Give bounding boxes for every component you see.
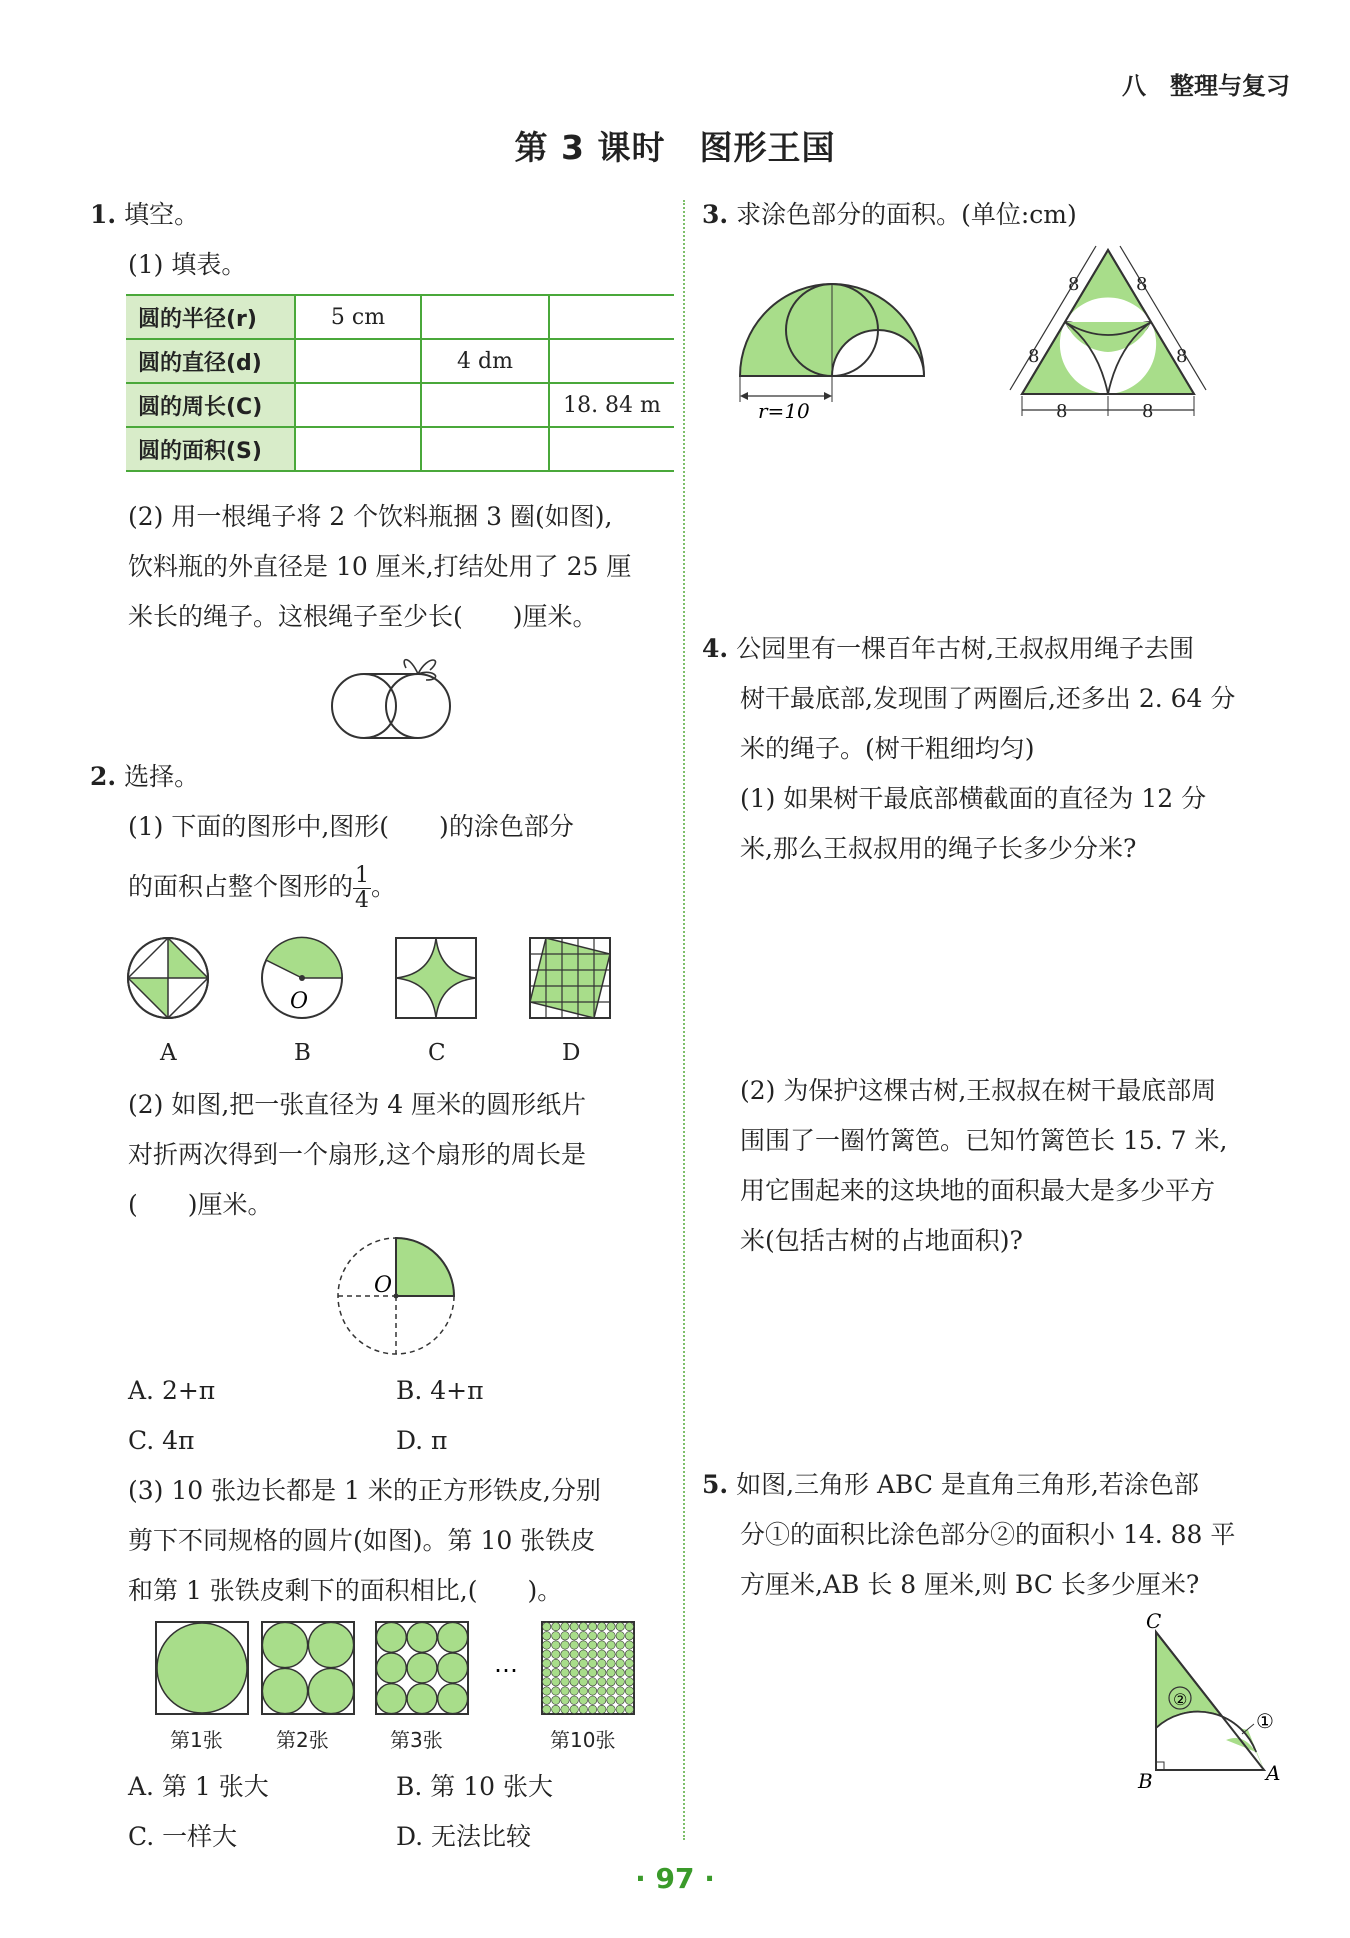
dim-label-right-bottom: 8	[1176, 346, 1188, 367]
cut-circle	[579, 1678, 587, 1686]
q2-part1-text: 的面积占整个图形的	[128, 872, 354, 901]
cut-circle	[588, 1641, 596, 1649]
cut-circle	[588, 1678, 596, 1686]
cut-circle	[561, 1641, 569, 1649]
q5-line1	[702, 1460, 1199, 1510]
iron-sheets-figure	[154, 1620, 644, 1720]
table-row	[126, 339, 674, 383]
q4-part1-line1: (1) 如果树干最底部横截面的直径为 12 分	[740, 784, 1207, 813]
cut-circle	[552, 1678, 560, 1686]
q2-p3-option-a: A. 第 1 张大	[128, 1772, 269, 1801]
figure-c	[396, 938, 476, 1018]
fraction-numerator: 1	[355, 863, 370, 888]
q5-number: 5.	[702, 1470, 729, 1499]
vertex-b-label: B	[1138, 1769, 1153, 1792]
cut-circle	[376, 1684, 406, 1714]
cut-circle	[542, 1632, 550, 1640]
q2-p2-option-d: D. π	[396, 1426, 448, 1455]
q2-p2-option-b: B. 4+π	[396, 1376, 484, 1405]
cut-circle	[570, 1650, 578, 1658]
cut-circle	[570, 1622, 578, 1630]
chapter-title: 八 整理与复习	[1122, 72, 1290, 100]
sheet-label-3: 第3张	[390, 1728, 443, 1752]
cut-circle	[598, 1668, 606, 1676]
region-2-label: ②	[1173, 1690, 1188, 1709]
table-cell	[421, 383, 549, 427]
cut-circle	[616, 1696, 624, 1704]
cut-circle	[588, 1705, 596, 1713]
label-a: A	[160, 1040, 177, 1066]
cut-circle	[542, 1668, 550, 1676]
figure-b	[262, 937, 342, 1018]
cut-circle	[625, 1696, 633, 1704]
page-number: · 97 ·	[635, 1862, 715, 1895]
q2-part3-line1: (3) 10 张边长都是 1 米的正方形铁皮,分别	[128, 1476, 601, 1505]
q2-part1-end: 。	[371, 872, 397, 901]
cut-circle	[407, 1684, 437, 1714]
cut-circle	[625, 1678, 633, 1686]
sheet-1	[156, 1622, 248, 1714]
cut-circle	[616, 1687, 624, 1695]
cut-circle	[616, 1659, 624, 1667]
cut-circle	[598, 1641, 606, 1649]
cut-circle	[598, 1622, 606, 1630]
cut-circle	[579, 1650, 587, 1658]
q5-text-1: 如图,三角形 ABC 是直角三角形,若涂色部	[736, 1470, 1199, 1499]
cut-circle	[542, 1641, 550, 1649]
folded-circle-figure	[330, 1236, 460, 1360]
cut-circle	[607, 1668, 615, 1676]
cut-circle	[579, 1668, 587, 1676]
q1-part1: (1) 填表。	[128, 250, 247, 279]
q2-text: 选择。	[124, 762, 200, 791]
dim-label-bottom-right: 8	[1142, 401, 1154, 422]
cut-circle	[561, 1696, 569, 1704]
dim-label-left-top: 8	[1068, 274, 1080, 295]
cut-circle	[552, 1632, 560, 1640]
table-cell	[295, 427, 421, 471]
cut-circle	[552, 1696, 560, 1704]
row-header: 圆的面积(S)	[126, 427, 295, 471]
table-row	[126, 383, 674, 427]
cut-circle	[438, 1653, 468, 1683]
dim-label-bottom-left: 8	[1056, 401, 1068, 422]
cut-circle	[616, 1622, 624, 1630]
q2-number: 2.	[90, 762, 117, 791]
cut-circle	[561, 1705, 569, 1713]
cut-circle	[552, 1705, 560, 1713]
sheet-label-10: 第10张	[550, 1728, 616, 1752]
cut-circle	[552, 1622, 560, 1630]
cut-circle	[616, 1632, 624, 1640]
table-row	[126, 427, 674, 471]
cut-circle	[607, 1641, 615, 1649]
cut-circle	[607, 1687, 615, 1695]
q1-part2-line3: 米长的绳子。这根绳子至少长( )厘米。	[128, 602, 598, 631]
cut-circle	[308, 1622, 353, 1667]
table-cell	[421, 295, 549, 339]
cut-circle	[407, 1622, 437, 1652]
table-cell: 4 dm	[421, 339, 549, 383]
q2-part2-line1: (2) 如图,把一张直径为 4 厘米的圆形纸片	[128, 1090, 587, 1119]
sheets-ellipsis: …	[494, 1650, 518, 1678]
q2-part3-line3: 和第 1 张铁皮剩下的面积相比,( )。	[128, 1576, 563, 1605]
cut-circle	[598, 1696, 606, 1704]
right-triangle-figure	[1130, 1612, 1290, 1792]
q4-line1	[702, 624, 1194, 674]
q4-line2: 树干最底部,发现围了两圈后,还多出 2. 64 分	[740, 684, 1236, 713]
cut-circle	[588, 1696, 596, 1704]
dim-label-left-bottom: 8	[1028, 346, 1040, 367]
cut-circle	[598, 1705, 606, 1713]
cut-circle	[542, 1659, 550, 1667]
sheet-10	[542, 1622, 634, 1714]
cut-circle	[542, 1650, 550, 1658]
cut-circle	[579, 1705, 587, 1713]
q2-p3-option-d: D. 无法比较	[396, 1822, 532, 1851]
q1-part2-line2: 饮料瓶的外直径是 10 厘米,打结处用了 25 厘	[128, 552, 632, 581]
cut-circle	[625, 1632, 633, 1640]
triangle-figure	[1006, 244, 1216, 424]
center-o-label: O	[290, 989, 309, 1014]
cut-circle	[588, 1632, 596, 1640]
q2-p2-option-a: A. 2+π	[128, 1376, 216, 1405]
figure-d	[530, 938, 610, 1018]
cut-circle	[588, 1668, 596, 1676]
sheet-label-2: 第2张	[276, 1728, 329, 1752]
cut-circle	[625, 1659, 633, 1667]
cut-circle	[407, 1653, 437, 1683]
cut-circle	[607, 1622, 615, 1630]
cut-circle	[552, 1650, 560, 1658]
q5-line3: 方厘米,AB 长 8 厘米,则 BC 长多少厘米?	[740, 1570, 1200, 1599]
q2-part1-line2	[128, 862, 396, 913]
cut-circle	[570, 1659, 578, 1667]
cut-circle	[607, 1705, 615, 1713]
cut-circle	[579, 1696, 587, 1704]
region-1-label: ①	[1256, 1709, 1274, 1733]
cut-circle	[607, 1678, 615, 1686]
cut-circle	[552, 1659, 560, 1667]
table-cell: 18. 84 m	[549, 383, 674, 427]
q1-text: 填空。	[124, 200, 200, 229]
cut-circle	[570, 1678, 578, 1686]
cut-circle	[579, 1659, 587, 1667]
cut-circle	[588, 1622, 596, 1630]
table-cell	[421, 427, 549, 471]
cut-circle	[625, 1705, 633, 1713]
cut-circle	[262, 1622, 307, 1667]
q3-text: 求涂色部分的面积。(单位:cm)	[736, 200, 1077, 229]
q3-number: 3.	[702, 200, 729, 229]
label-d: D	[562, 1040, 581, 1066]
table-cell	[295, 339, 421, 383]
cut-circle	[561, 1622, 569, 1630]
cut-circle	[579, 1687, 587, 1695]
cut-circle	[438, 1622, 468, 1652]
cut-circle	[579, 1622, 587, 1630]
cut-circle	[607, 1659, 615, 1667]
sheet-label-1: 第1张	[170, 1728, 223, 1752]
q2-shapes-figure	[120, 936, 640, 1020]
cut-circle	[579, 1641, 587, 1649]
cut-circle	[625, 1668, 633, 1676]
q4-line3: 米的绳子。(树干粗细均匀)	[740, 734, 1035, 763]
radius-label: r=10	[758, 399, 810, 422]
lesson-title: 第 3 课时 图形王国	[514, 128, 836, 167]
q1	[90, 190, 199, 240]
table-cell	[549, 295, 674, 339]
q2-p3-option-b: B. 第 10 张大	[396, 1772, 553, 1801]
q4-part2-line2: 围围了一圈竹篱笆。已知竹篱笆长 15. 7 米,	[740, 1126, 1228, 1155]
cut-circle	[625, 1622, 633, 1630]
cut-circle	[542, 1678, 550, 1686]
semicircle-figure	[736, 272, 936, 422]
cut-circle	[625, 1687, 633, 1695]
cut-circle	[625, 1641, 633, 1649]
cut-circle	[570, 1705, 578, 1713]
vertex-c-label: C	[1146, 1612, 1162, 1633]
cut-circle	[588, 1659, 596, 1667]
bottles-figure	[320, 648, 470, 748]
fraction-denominator: 4	[355, 888, 370, 913]
cut-circle	[588, 1687, 596, 1695]
vertex-a-label: A	[1266, 1761, 1281, 1785]
column-divider	[683, 200, 685, 1840]
cut-circle	[607, 1696, 615, 1704]
table-cell	[549, 339, 674, 383]
cut-circle	[262, 1668, 307, 1713]
cut-circle	[552, 1641, 560, 1649]
cut-circle	[552, 1668, 560, 1676]
cut-circle	[570, 1641, 578, 1649]
q4-part2-line1: (2) 为保护这棵古树,王叔叔在树干最底部周	[740, 1076, 1217, 1105]
figure-a	[128, 938, 208, 1018]
cut-circle	[561, 1632, 569, 1640]
cut-circle	[376, 1622, 406, 1652]
q4-text-1: 公园里有一棵百年古树,王叔叔用绳子去围	[736, 634, 1195, 663]
cut-circle	[598, 1632, 606, 1640]
cut-circle	[542, 1622, 550, 1630]
cut-circle	[570, 1696, 578, 1704]
cut-circle	[588, 1650, 596, 1658]
row-header: 圆的半径(r)	[126, 295, 295, 339]
center-o-label: O	[374, 1273, 393, 1298]
label-b: B	[294, 1040, 311, 1066]
q2-part2-line2: 对折两次得到一个扇形,这个扇形的周长是	[128, 1140, 586, 1169]
table-cell: 5 cm	[295, 295, 421, 339]
cut-circle	[616, 1678, 624, 1686]
q2-p3-option-c: C. 一样大	[128, 1822, 238, 1851]
cut-circle	[561, 1687, 569, 1695]
cut-circle	[616, 1641, 624, 1649]
sheet-2	[262, 1622, 354, 1714]
dim-label-right-top: 8	[1136, 274, 1148, 295]
q2-p2-option-c: C. 4π	[128, 1426, 195, 1455]
cut-circle	[570, 1687, 578, 1695]
cut-circle	[598, 1659, 606, 1667]
cut-circle	[561, 1659, 569, 1667]
table-row	[126, 295, 674, 339]
q2	[90, 752, 199, 802]
q4-part2-line3: 用它围起来的这块地的面积最大是多少平方	[740, 1176, 1216, 1205]
row-header: 圆的周长(C)	[126, 383, 295, 427]
cut-circle	[579, 1632, 587, 1640]
cut-circle	[616, 1668, 624, 1676]
label-c: C	[428, 1040, 446, 1066]
sheet-3	[376, 1622, 468, 1714]
cut-circle	[625, 1650, 633, 1658]
cut-circle	[598, 1687, 606, 1695]
cut-circle	[607, 1650, 615, 1658]
q1-number: 1.	[90, 200, 117, 229]
cut-circle	[561, 1678, 569, 1686]
cut-circle	[616, 1705, 624, 1713]
q4-part1-line2: 米,那么王叔叔用的绳子长多少分米?	[740, 834, 1137, 863]
cut-circle	[438, 1684, 468, 1714]
cut-circle	[552, 1687, 560, 1695]
q4-number: 4.	[702, 634, 729, 663]
q3	[702, 190, 1077, 240]
cut-circle	[542, 1696, 550, 1704]
fraction-one-quarter	[353, 864, 371, 913]
cut-circle	[542, 1705, 550, 1713]
q1-part2-line1: (2) 用一根绳子将 2 个饮料瓶捆 3 圈(如图),	[128, 502, 613, 531]
q2-part3-line2: 剪下不同规格的圆片(如图)。第 10 张铁皮	[128, 1526, 596, 1555]
circle-table	[126, 294, 674, 472]
cut-circle	[598, 1650, 606, 1658]
cut-circle	[598, 1678, 606, 1686]
row-header: 圆的直径(d)	[126, 339, 295, 383]
cut-circle	[561, 1668, 569, 1676]
cut-circle	[570, 1632, 578, 1640]
cut-circle	[607, 1632, 615, 1640]
table-cell	[549, 427, 674, 471]
cut-circle	[561, 1650, 569, 1658]
cut-circle	[376, 1653, 406, 1683]
cut-circle	[570, 1668, 578, 1676]
q5-line2: 分①的面积比涂色部分②的面积小 14. 88 平	[740, 1520, 1236, 1549]
q2-part1-line1: (1) 下面的图形中,图形( )的涂色部分	[128, 812, 574, 841]
q2-part2-line3: ( )厘米。	[128, 1190, 273, 1219]
cut-circle	[308, 1668, 353, 1713]
table-cell	[295, 383, 421, 427]
q4-part2-line4: 米(包括古树的占地面积)?	[740, 1226, 1023, 1255]
cut-circle	[542, 1687, 550, 1695]
cut-circle	[616, 1650, 624, 1658]
